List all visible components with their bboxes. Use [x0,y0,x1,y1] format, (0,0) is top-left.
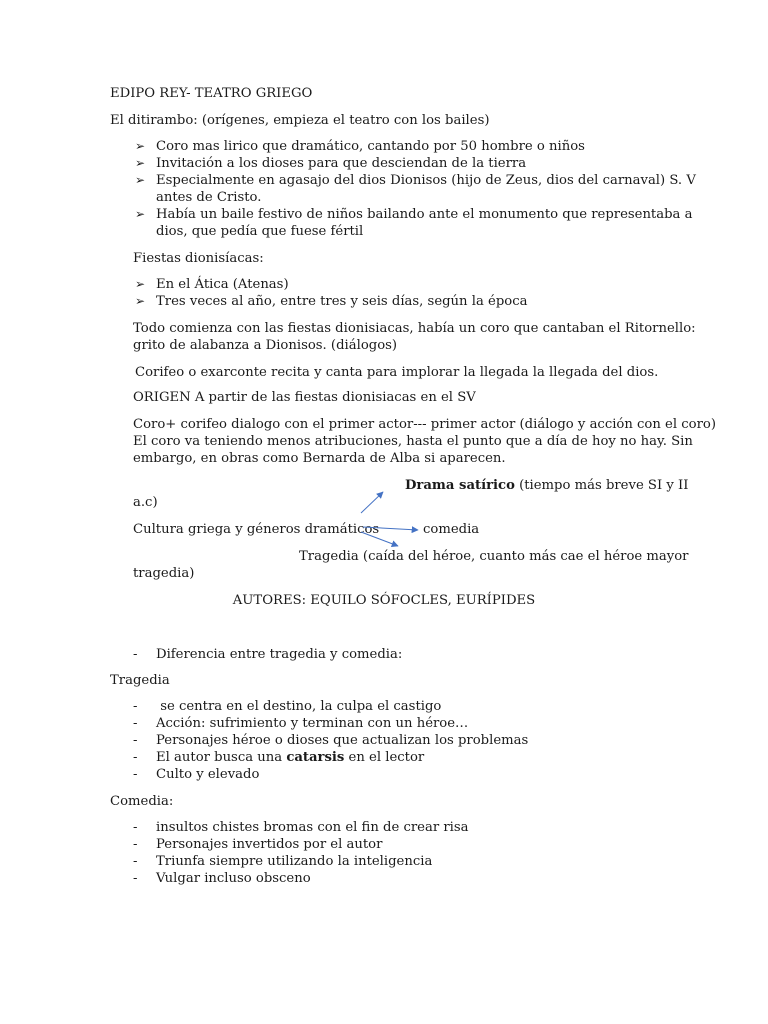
arrow-to-comedia [363,527,418,530]
fiestas-item: Tres veces al año, entre tres y seis días, según la época [156,294,528,309]
comedia-label: comedia [423,522,480,537]
comedia-item: Personajes invertidos por el autor [156,837,383,852]
tragedia-item: se centra en el destino, la culpa el castigo [156,699,442,714]
fiestas-heading: Fiestas dionisíacas: [133,251,264,266]
arrowhead-bullet-icon: ➢ [134,173,146,187]
tragedia-item: Acción: sufrimiento y terminan con un héroe… [156,716,469,731]
ditirambo-item: Especialmente en agasajo del dios Dionisos (hijo de Zeus, dios del carnaval) S. V [156,173,696,188]
dash-bullet: - [133,647,138,662]
dash-bullet: - [133,750,138,765]
dash-bullet: - [133,871,138,886]
ditirambo-item: Había un baile festivo de niños bailando ante el monumento que representaba a [156,207,693,222]
dash-bullet: - [133,854,138,869]
dash-bullet: - [133,716,138,731]
autores-line: AUTORES: EQUILO SÓFOCLES, EURÍPIDES [232,593,536,608]
catarsis-pre: El autor busca una [156,750,287,765]
ditirambo-item: Coro mas lirico que dramático, cantando por 50 hombre o niños [156,139,585,154]
dash-bullet: - [133,767,138,782]
dash-bullet: - [133,699,138,714]
tragedia-label-cont: tragedia) [133,566,195,581]
catarsis-bold: catarsis [286,750,345,765]
paragraph-ritornello-cont: grito de alabanza a Dionisos. (diálogos) [133,338,398,353]
diferencia-line: Diferencia entre tragedia y comedia: [156,647,403,662]
paragraph-coro: Coro+ corifeo dialogo con el primer actor--- primer actor (diálogo y acción con el coro) [133,417,716,432]
tragedia-heading: Tragedia [110,673,170,688]
ditirambo-item-cont: antes de Cristo. [156,190,262,205]
paragraph-coro-cont: embargo, en obras como Bernarda de Alba si aparecen. [133,451,506,466]
tragedia-item: Culto y elevado [156,767,260,782]
dash-bullet: - [133,837,138,852]
arrowhead-bullet-icon: ➢ [134,156,146,170]
paragraph-coro-cont: El coro va teniendo menos atribuciones, hasta el punto que a día de hoy no hay. Sin [133,434,693,449]
dash-bullet: - [133,733,138,748]
comedia-item: Vulgar incluso obsceno [156,871,311,886]
ditirambo-item-cont: dios, que pedía que fuese fértil [156,224,364,239]
dash-bullet: - [133,820,138,835]
arrowhead-bullet-icon: ➢ [134,139,146,153]
diagram-source-label: Cultura griega y géneros dramáticos [133,522,380,537]
comedia-heading: Comedia: [110,794,174,809]
comedia-item: Triunfa siempre utilizando la inteligencia [156,854,433,869]
fiestas-item: En el Ática (Atenas) [156,277,289,292]
arrowhead-bullet-icon: ➢ [134,294,146,308]
tragedia-item-catarsis [156,749,424,766]
ditirambo-heading: El ditirambo: (orígenes, empieza el teatro con los bailes) [110,113,490,128]
comedia-item: insultos chistes bromas con el fin de crear risa [156,820,469,835]
paragraph-corifeo: Corifeo o exarconte recita y canta para implorar la llegada la llegada del dios. [135,365,659,380]
arrowhead-bullet-icon: ➢ [134,277,146,291]
drama-satirico-bold: Drama satírico [405,478,515,493]
tragedia-label: Tragedia (caída del héroe, cuanto más cae el héroe mayor [299,549,689,564]
tragedia-item: Personajes héroe o dioses que actualizan los problemas [156,733,529,748]
drama-satirico-cont: a.c) [133,495,158,510]
paragraph-ritornello: Todo comienza con las fiestas dionisiacas, había un coro que cantaban el Ritornello: [133,321,696,336]
document-title: EDIPO REY- TEATRO GRIEGO [110,86,313,101]
catarsis-post: en el lector [344,750,425,765]
drama-satirico-detail: (tiempo más breve SI y II [514,478,689,493]
arrow-to-drama-satirico [361,492,383,513]
arrow-to-tragedia [361,532,398,546]
arrowhead-bullet-icon: ➢ [134,207,146,221]
paragraph-origen: ORIGEN A partir de las fiestas dionisiacas en el SV [133,390,476,405]
ditirambo-item: Invitación a los dioses para que desciendan de la tierra [156,156,527,171]
